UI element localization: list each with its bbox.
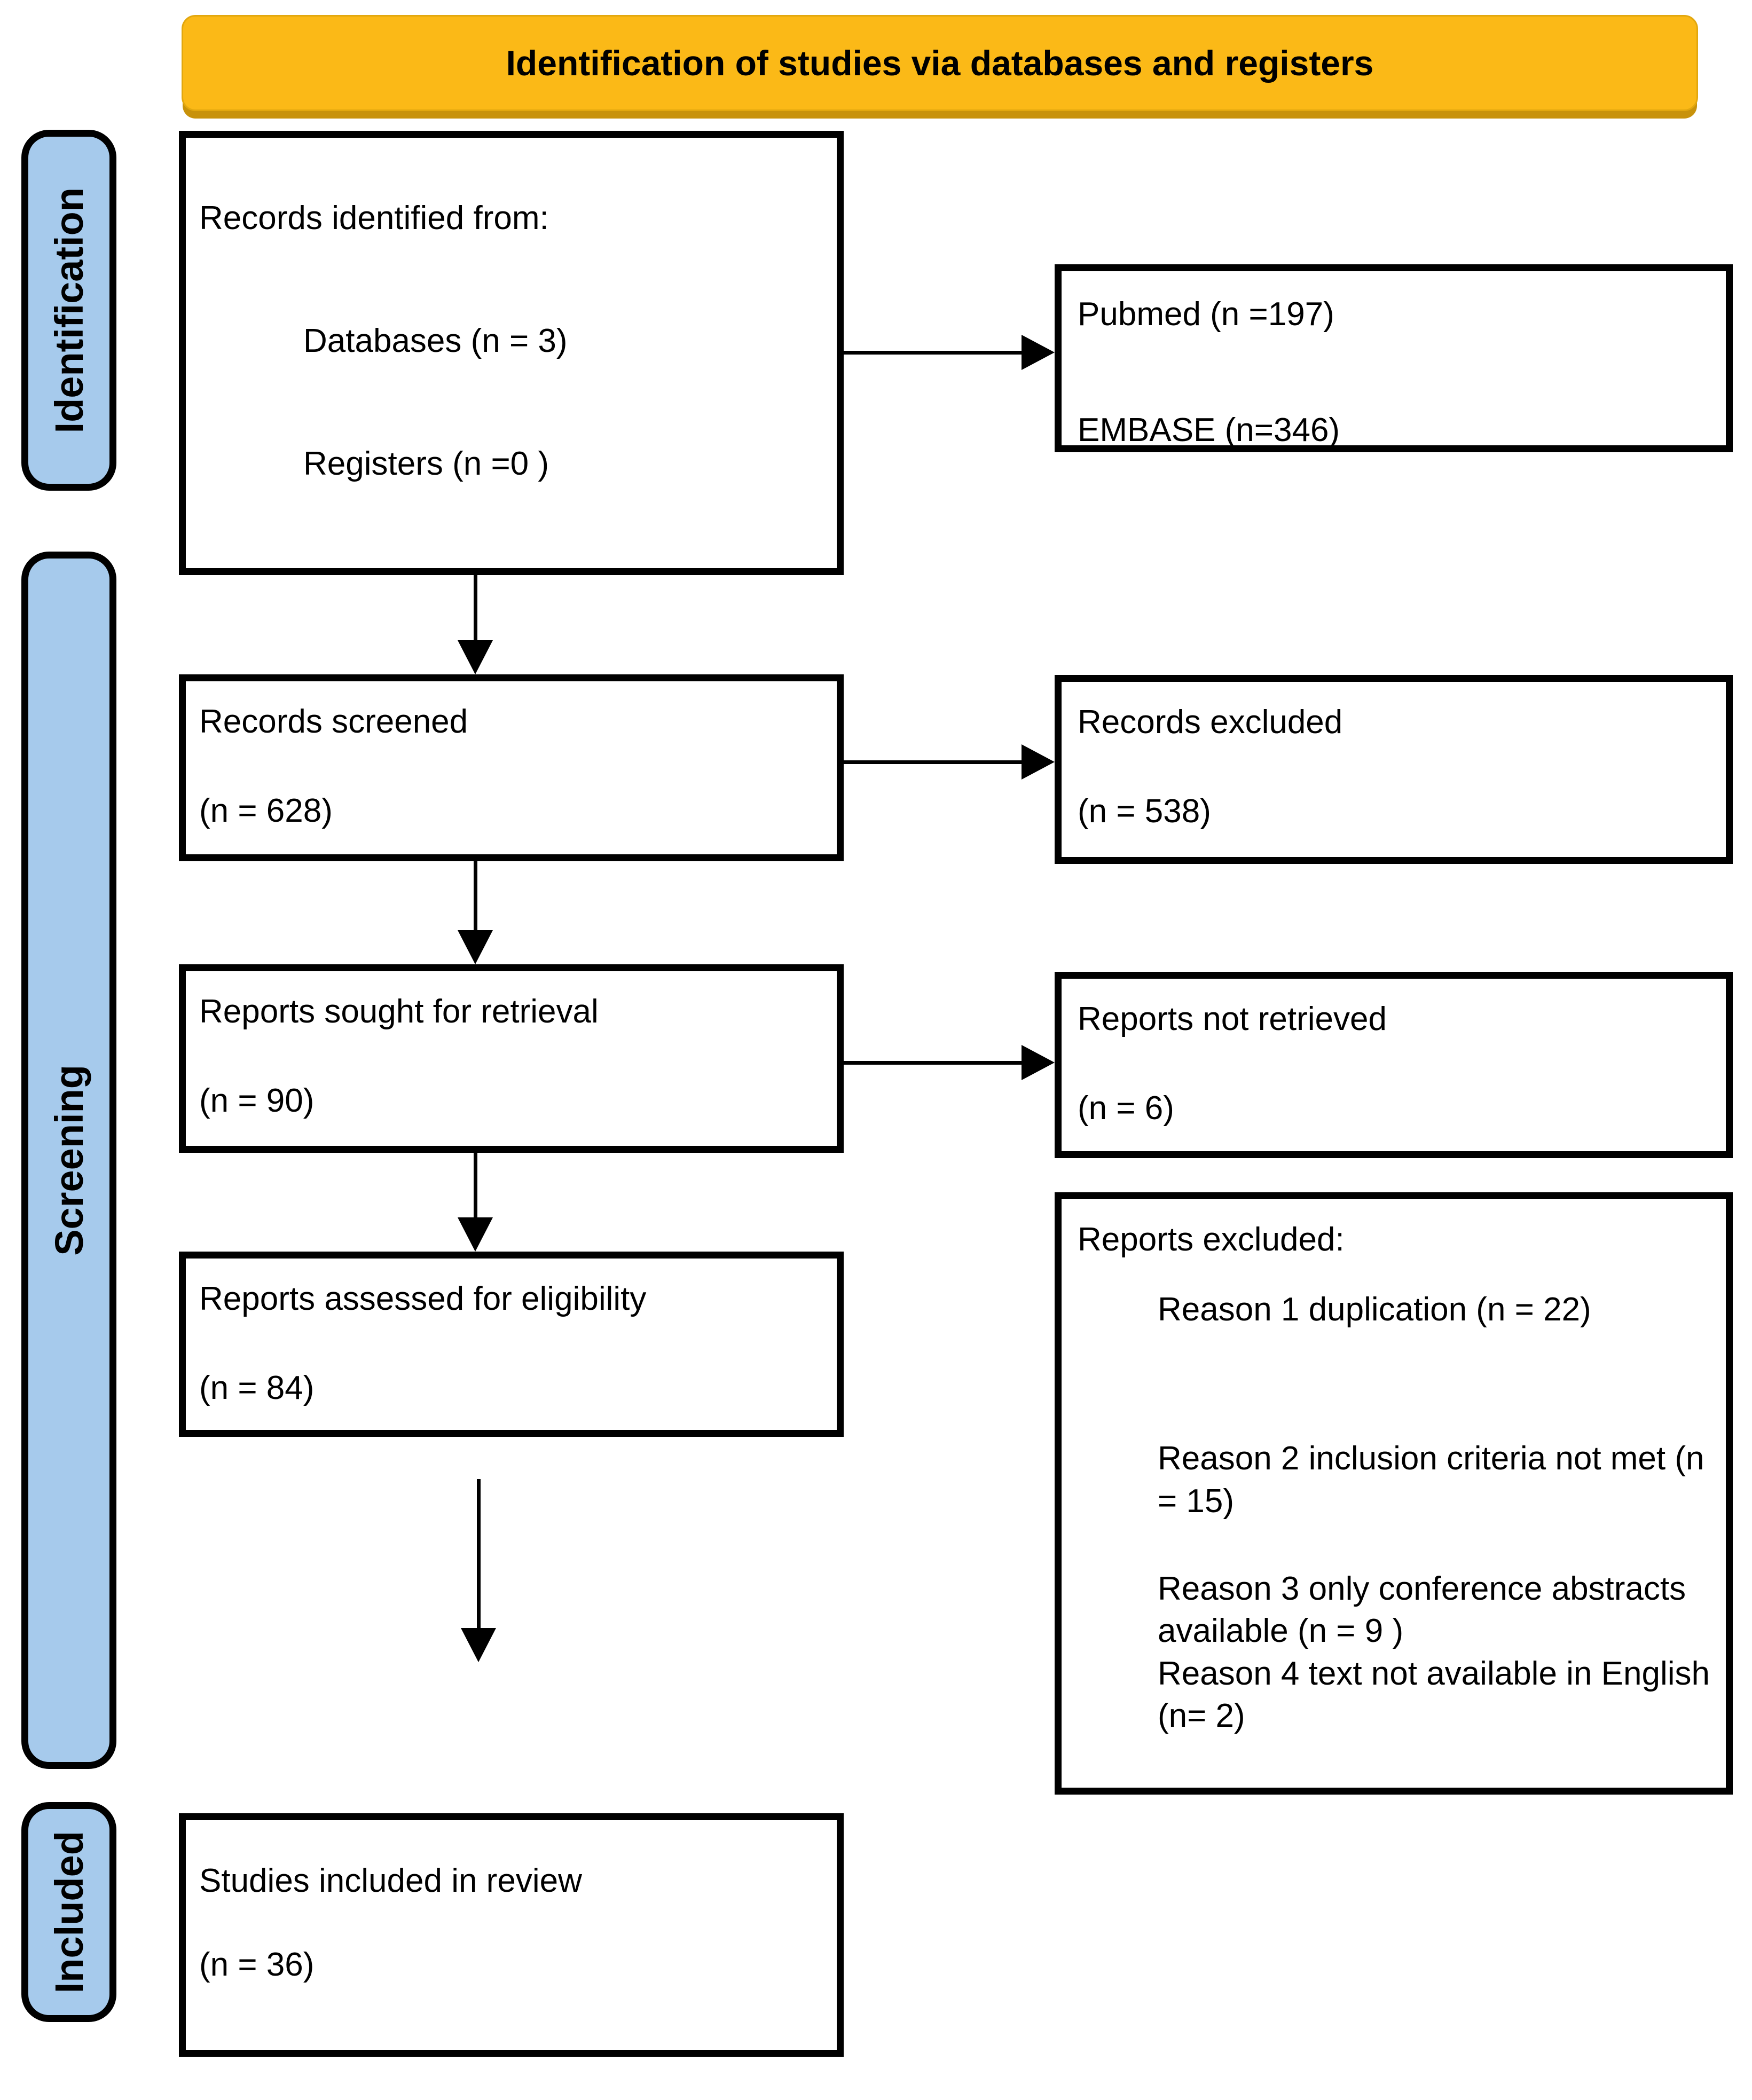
- arrow-sought-to-not-retrieved-line: [844, 1061, 1023, 1065]
- records-identified-registers: Registers (n =0 ): [303, 445, 549, 482]
- source-pubmed: Pubmed (n =197): [1078, 296, 1334, 333]
- arrow-identified-to-sources-line: [844, 351, 1023, 355]
- reports-assessed-label: Reports assessed for eligibility: [199, 1280, 647, 1317]
- stage-label-screening-text: Screening: [46, 1065, 91, 1256]
- records-excluded-count: (n = 538): [1078, 792, 1211, 830]
- banner: [182, 15, 1698, 111]
- studies-included-count: (n = 36): [199, 1946, 315, 1983]
- source-embase: EMBASE (n=346): [1078, 411, 1340, 449]
- exclusion-reason-2: Reason 2 inclusion criteria not met (n = 15): [1158, 1440, 1704, 1520]
- banner-title: Identification of studies via databases and registers: [506, 43, 1374, 83]
- arrow-screened-to-sought-head: [458, 930, 493, 964]
- arrow-sought-to-not-retrieved-head: [1022, 1045, 1055, 1080]
- stage-label-screening: [21, 552, 116, 1769]
- records-identified-title: Records identified from:: [199, 200, 549, 237]
- box-records-screened: [179, 674, 844, 861]
- arrow-identified-to-screened-line: [474, 574, 477, 642]
- box-studies-included: [179, 1813, 844, 2057]
- arrow-sought-to-assessed-head: [458, 1217, 493, 1252]
- reports-not-retrieved-count: (n = 6): [1078, 1089, 1174, 1127]
- stage-label-included-text: Included: [46, 1830, 91, 1994]
- arrow-screened-to-excluded-line: [844, 760, 1023, 764]
- records-identified-databases: Databases (n = 3): [303, 322, 568, 359]
- arrow-assessed-to-included-head: [461, 1628, 496, 1662]
- records-screened-label: Records screened: [199, 703, 468, 740]
- records-excluded-label: Records excluded: [1078, 704, 1343, 741]
- reports-assessed-count: (n = 84): [199, 1369, 315, 1406]
- box-reports-excluded: [1055, 1192, 1733, 1795]
- box-records-excluded: [1055, 675, 1733, 864]
- arrow-screened-to-excluded-head: [1022, 744, 1055, 780]
- stage-label-identification: [21, 130, 116, 491]
- exclusion-reason-1: Reason 1 duplication (n = 22): [1158, 1291, 1591, 1328]
- reports-sought-label: Reports sought for retrieval: [199, 993, 599, 1030]
- arrow-identified-to-screened-head: [458, 640, 493, 674]
- box-reports-sought: [179, 964, 844, 1153]
- arrow-sought-to-assessed-line: [474, 1153, 477, 1219]
- box-reports-not-retrieved: [1055, 972, 1733, 1158]
- arrow-assessed-to-included-line: [477, 1479, 481, 1630]
- reports-excluded-title: Reports excluded:: [1078, 1221, 1345, 1258]
- reports-sought-count: (n = 90): [199, 1082, 315, 1119]
- reports-not-retrieved-label: Reports not retrieved: [1078, 1001, 1387, 1037]
- box-records-identified: [179, 131, 844, 575]
- box-database-sources: [1055, 264, 1733, 452]
- arrow-identified-to-sources-head: [1022, 335, 1055, 370]
- box-reports-assessed: [179, 1252, 844, 1437]
- stage-label-included: [21, 1802, 116, 2022]
- records-screened-count: (n = 628): [199, 792, 333, 829]
- studies-included-label: Studies included in review: [199, 1862, 582, 1899]
- stage-label-identification-text: Identification: [46, 187, 91, 434]
- exclusion-reason-4: Reason 4 text not available in English (n= 2): [1158, 1655, 1710, 1735]
- exclusion-reason-3: Reason 3 only conference abstracts available (n = 9 ): [1158, 1570, 1686, 1650]
- arrow-screened-to-sought-line: [474, 861, 477, 932]
